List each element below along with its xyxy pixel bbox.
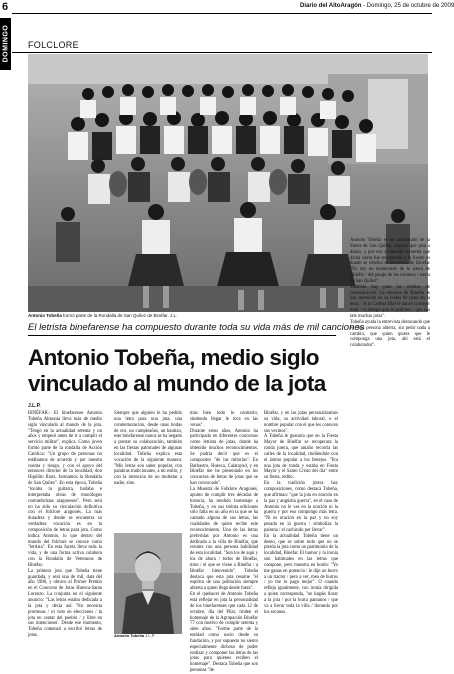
article-headline: Antonio Tobeña, medio siglo vinculado al mundo de la jota [28, 345, 326, 396]
publication-name: Diario del AltoAragón [300, 3, 362, 9]
photo-caption-name: Antonio Tobeña [28, 313, 62, 318]
photo-caption-text: formó parte de la Rondalla de San Quílez de Binéfar. [61, 313, 169, 318]
column-paragraph: En el quehacer de Antonio Tobeña está reflejar en jota la personalidad de los binefarenses que cada 12 de octubre, día del Pilar, rinden el homenaje de la Agrupación Binéfar 77 con motivo de cumplir setenta y siete años. "Forme parte de la entidad como socio desde su fundación, y por supuesto no siento especialmente dichoso de poder realizar y componer las letras de las jotas para quienes reciben el homenaje". Destaca Tobeña que son personas "de [190, 592, 258, 674]
article-column-3 [190, 411, 258, 674]
article-byline: J.L.P. [28, 403, 41, 409]
column-paragraph: En la tradición jotera hay composiciones, como destaca Tobeña, que afirman: "que la jota en oración en la paz y angústia guerra", en el caso de Antonio no le vas en la oración ni la guerra y por eso compongo más letra. "Ni es oración en la paz y no soy pesada en la guerra / simboliza la paloma / el cachirulo por llevar". [264, 481, 338, 533]
photo-caption-credit: J.L. [170, 313, 178, 318]
column-paragraph: Binéfar, y en las jotas personalizamos su vida, su actividad laboral, o el nombre popular con el que les conocen sus vecinos". [264, 411, 338, 434]
column-paragraph: Durante estos años, Antonio ha participado en diferentes concursos como letrista de jotas, donde ha obtenido muchos reconocimientos. Se podría decir que es el compositor "de las milorías". En Barbastro, Huesca, Calatayud, y en Binéfar me he presentado en los concursos de letras de jotas que se han convocado". [190, 428, 258, 487]
portrait-caption-credit: J.L.P. [145, 633, 155, 638]
portrait-caption [114, 633, 155, 638]
column-paragraph: También hay para los medios de comunicación. La emisora de Binéfar le han merecido en su bodas de plata en la letra: "A la Cadena Dial le dance la mejor nota / el tiempo que le pedimos / que sea tale muchas jotas". [350, 284, 430, 319]
section-rule [12, 52, 432, 53]
portrait-image [114, 533, 182, 634]
top-rule [12, 13, 432, 14]
article-column-2 [114, 411, 182, 487]
portrait-caption-name: Antonio Tobeña [114, 633, 145, 638]
column-paragraph: Antonio Tobeña es un enamorado de la Sierra de San Quílez, espacio que pisa a diario, y por eso a menudo recuerda que dicha sierra fue recuperada y la fuente es donde se celebra el memorial de Binéfar "Yo soy un enamorado de la sierra de Binéfar / del paraje de los romeros / sierra de San Quílez". [350, 238, 430, 284]
column-paragraph: más bien todo lo contrario, sintiendo llegar le toca en las venas". [190, 411, 258, 428]
page-number: 6 [2, 1, 9, 13]
side-tab-label: DOMINGO [2, 24, 10, 63]
article-column-1 [28, 411, 102, 639]
column-paragraph: A Tobeña le gustaría que en la Fiesta Mayor de Binéfar se recuperara la ronda jotera, que antaño recorría las calles de la localidad, rindiéndole con el ánimo popular a los festejos. "Era una jota de ronda y estaba en Fiesta Mayor y el Santo Cristo del día" entre su fiesta, redito. [264, 434, 338, 481]
column-paragraph: Tobeña ayuda la entrevista destacando que es "una persona abierta, sin pedir nada a cambio, que quien quiera que le componga una jota, ahí está el colaborador". [350, 319, 430, 349]
column-paragraph: La primera jota que Tobeña tiene guardada, y será una de mil, data del año 1986, y obtuvo el Primer Premio en el Concurso de Jotas Huesca-Santa Lorenzo. La conjunta en el siguiente anuncio: "Las letras estaba dedicada a la jota y decía así: 'No necesita promesas / ni voto en elecciones / la jota en cantar del pueblo / y libre en sus intenciones'. Desde ese momento, Tobeña comenzó a escribir letras de jotas. [28, 568, 102, 639]
column-paragraph: BINÉFAR.- El binefarense Antonio Tobeña Almunia lleva más de medio siglo vinculado al mundo de la jota. "Tengo en la actualidad setenta y un años y empecé antes de ir a cumplir el servicio militar", explica. Como joven formó parte de la rondalla de Acción Católica: "Un grupo de personas no estábamos de acuerdo y por nuestra cuenta y riesgo, y con el apoyo del entonces director de la localidad, don Hipólito Ibarz, formamos la Rondalla de San Quílez". En esta época, Tobeña "tocaba la guitarra, bailaba e interpretaba obras de monólogos costumbristas aragoneses". Pero será no ha sido su vinculación definitiva con el folclore aragonés. La más duradera y donde se encuentra su verdadera vocación es en la composición de letras para jota. Como indica Antonio, lo que dentro del mundo del folclore se conoce como "letrista". En esta faceta lleva toda la vida, y de una forma activa colabora con la Rondalla de Veteranos de Binéfar. [28, 411, 102, 568]
column-paragraph: Siempre que alguien le ha pedido una letra para una jota, una conmemoración, desde unas bodas de oro, un cumpleaños, un bautizo, este binefarense nunca se ha negado a prestar su colaboración, también en las fiestas patronales de algunas localidad. Tobeña explica esta vocación de la siguiente manera: "Mis letras son saber popular, con palabras tradicionales, a mi estilo, y con la intención de no molestar a nadie, sino [114, 411, 182, 487]
column-paragraph: En la actualidad Tobeña tiene un deseo, que se sobre todo que no se pierda la jota como un patrimonio de la localidad, Binéfar. El humor y la ironía son habituales en las letras que compone, pero muestra en botón: "Yo me ganas en potencia / le dije un burro a un tractor / pero a ver, mea de burros / yo me lo pago mejor". O cuando refleja igualmente, con ironía dirigida a quien corresponda, "no hagáis llorar a la jota / por la hurra pantanos / que va a llevar toda la villa / llorando por los secanos. [264, 533, 338, 615]
issue-date: - Domingo, 25 de octubre de 2009 [363, 3, 454, 9]
column-paragraph: La Muestra de Folklore Aragonés, apunto de cumplir tres décadas de historia, ha rendido homenaje a Tobeña, y en sus treinta ediciones sólo falta en un año en la que se ha cantado alguna de sus letras, las cualidades de quien recibe este reconocimiento. Una de las letras preferidas por Antonio es una dedicada a la villa de Binéfar, que resume con una persona habilidad de esta localidad. "Son los de aquí y los de ahora / todos de Binéfar, mire / el que se viene a Binéfar / a Binéfar bienvenido". Tobeña destaca que esta jota resume "el espíritu de una población siempre abierta a quien llega desde fuera". [190, 486, 258, 592]
article-column-5 [350, 238, 430, 349]
subhead-rule [28, 335, 336, 336]
article-subheadline: El letrista binefarense ha compuesto durante toda su vida más de mil canciones [28, 322, 365, 333]
photo-caption [28, 313, 177, 318]
article-column-4 [264, 411, 338, 616]
section-title: FOLCLORE [28, 40, 79, 50]
portrait-photo [114, 533, 182, 634]
section-side-tab [0, 18, 11, 70]
masthead [300, 3, 454, 9]
